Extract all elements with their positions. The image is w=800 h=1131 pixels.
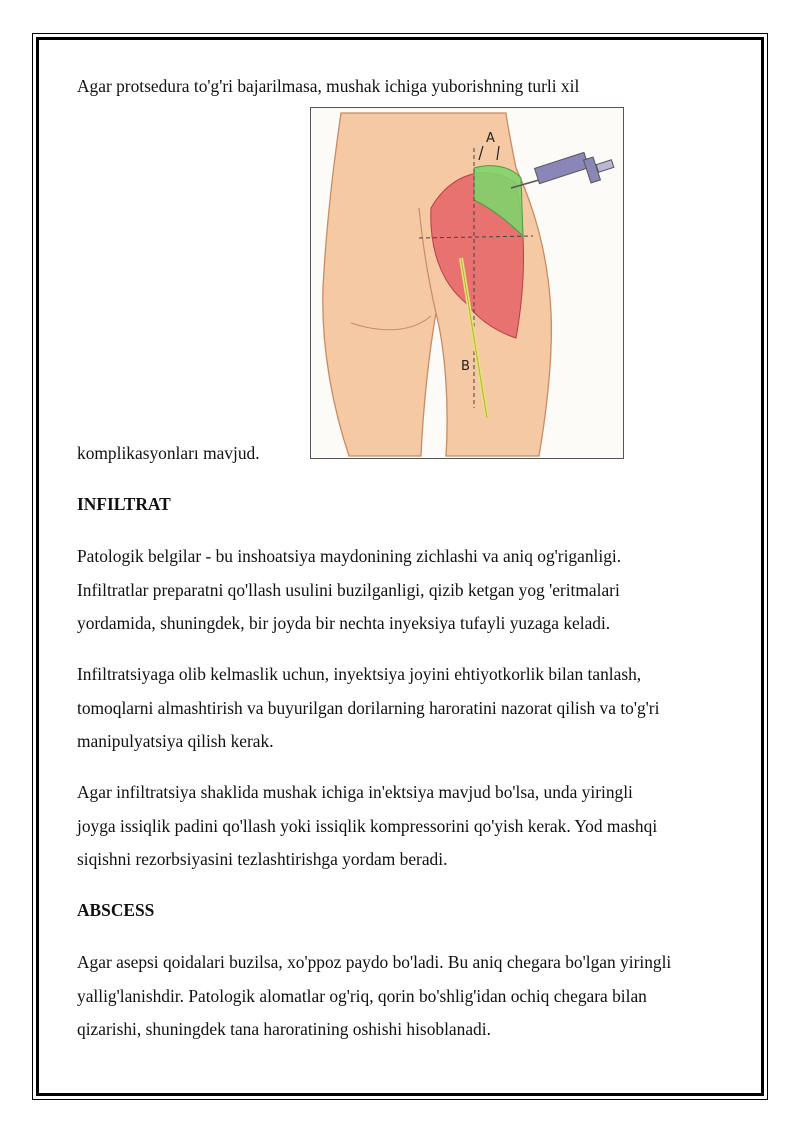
paragraph-line: Patologik belgilar - bu inshoatsiya maydonining zichlashi va aniq og'riganligi. [77,546,622,566]
intro-line-1: Agar protsedura to'g'ri bajarilmasa, mushak ichiga yuborishning turli xil [77,76,580,96]
paragraph-line: qizarishi, shuningdek tana haroratining oshishi hisoblanadi. [77,1019,491,1039]
paragraph-line: yordamida, shuningdek, bir joyda bir nechta inyeksiya tufayli yuzaga keladi. [77,613,611,633]
intro-line-2: komplikasyonları mavjud. [77,443,260,463]
section-heading-abscess: ABSCESS [77,900,155,920]
paragraph-line: yallig'lanishdir. Patologik alomatlar og'riq, qorin bo'shlig'idan ochiq chegara bilan [77,986,647,1006]
figure-label-a: A [486,131,495,146]
paragraph-line: Infiltratsiyaga olib kelmaslik uchun, inyektsiya joyini ehtiyotkorlik bilan tanlash, [77,664,642,684]
gluteal-injection-diagram-icon [310,107,624,459]
paragraph-line: joyga issiqlik padini qo'llash yoki issiqlik kompressorini qo'yish kerak. Yod mashqi [77,816,658,836]
section-heading-infiltrat: INFILTRAT [77,494,171,514]
paragraph-line: Agar infiltratsiya shaklida mushak ichiga in'ektsiya mavjud bo'lsa, unda yiringli [77,782,633,802]
figure-label-b: B [461,359,470,374]
paragraph-line: tomoqlarni almashtirish va buyurilgan dorilarning haroratini nazorat qilish va to'g'ri [77,698,660,718]
paragraph-line: Infiltratlar preparatni qo'llash usulini buzilganligi, qizib ketgan yog 'eritmalari [77,580,620,600]
paragraph-line: siqishni rezorbsiyasini tezlashtirishga yordam beradi. [77,849,448,869]
paragraph-line: manipulyatsiya qilish kerak. [77,731,274,751]
paragraph-line: Agar asepsi qoidalari buzilsa, xo'ppoz paydo bo'ladi. Bu aniq chegara bo'lgan yiringli [77,952,672,972]
